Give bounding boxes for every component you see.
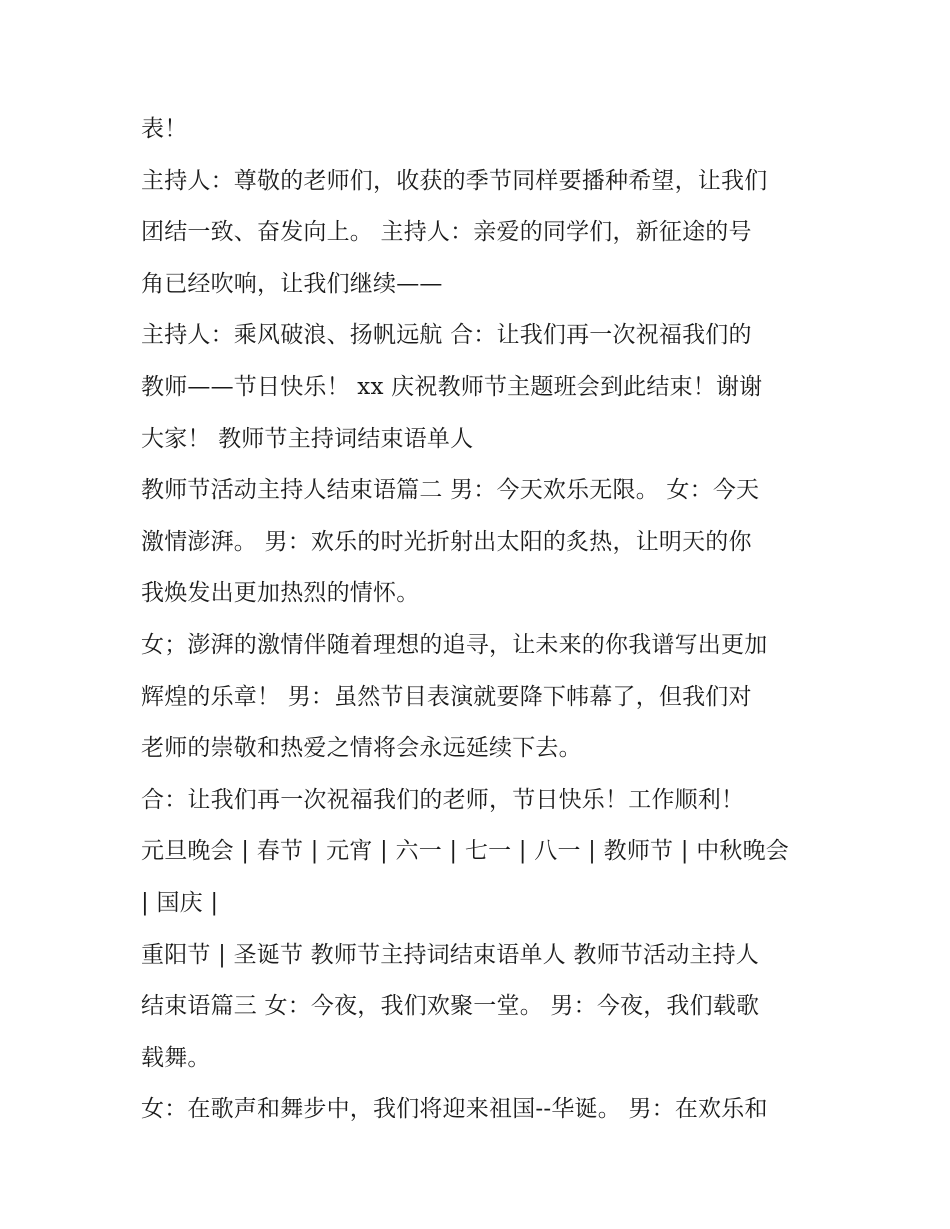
text-line: 结束语篇三 女：今夜，我们欢聚一堂。 男：今夜，我们载歌 [141,993,760,1020]
text-line: 女；澎湃的激情伴随着理想的追寻，让未来的你我谱写出更加 [141,631,768,658]
text-line: 表！ [141,116,188,142]
text-line: 大家！ 教师节主持词结束语单人 [141,425,474,452]
text-line: 女：在歌声和舞步中，我们将迎来祖国--华诞。 男：在欢乐和 [141,1096,768,1123]
text-line: 辉煌的乐章！ 男：虽然节目表演就要降下帏幕了，但我们对 [141,683,752,710]
text-line: | 国庆 | [141,889,219,916]
text-line: 合：让我们再一次祝福我们的老师，节日快乐！工作顺利！ [141,786,745,813]
text-line: 我焕发出更加热烈的情怀。 [141,580,420,607]
text-line: 教师节活动主持人结束语篇二 男：今天欢乐无限。 女：今天 [141,477,760,504]
text-line: 角已经吹响，让我们继续—— [141,270,443,297]
text-line: 主持人：乘风破浪、扬帆远航 合：让我们再一次祝福我们的 [141,322,752,349]
text-line: 团结一致、奋发向上。 主持人：亲爱的同学们，新征途的号 [141,219,752,246]
text-line: 主持人：尊敬的老师们，收获的季节同样要播种希望，让我们 [141,167,768,194]
text-line: 重阳节 | 圣诞节 教师节主持词结束语单人 教师节活动主持人 [141,941,759,968]
text-line: 教师——节日快乐！ xx 庆祝教师节主题班会到此结束！谢谢 [141,373,763,400]
document-body [141,104,831,1136]
text-line: 老师的崇敬和热爱之情将会永远延续下去。 [141,735,582,762]
text-line: 激情澎湃。 男：欢乐的时光折射出太阳的炙热，让明天的你 [141,528,752,555]
text-line: 元旦晚会 | 春节 | 元宵 | 六一 | 七一 | 八一 | 教师节 | 中秋晚会 [141,838,789,865]
text-line: 载舞。 [141,1044,211,1071]
